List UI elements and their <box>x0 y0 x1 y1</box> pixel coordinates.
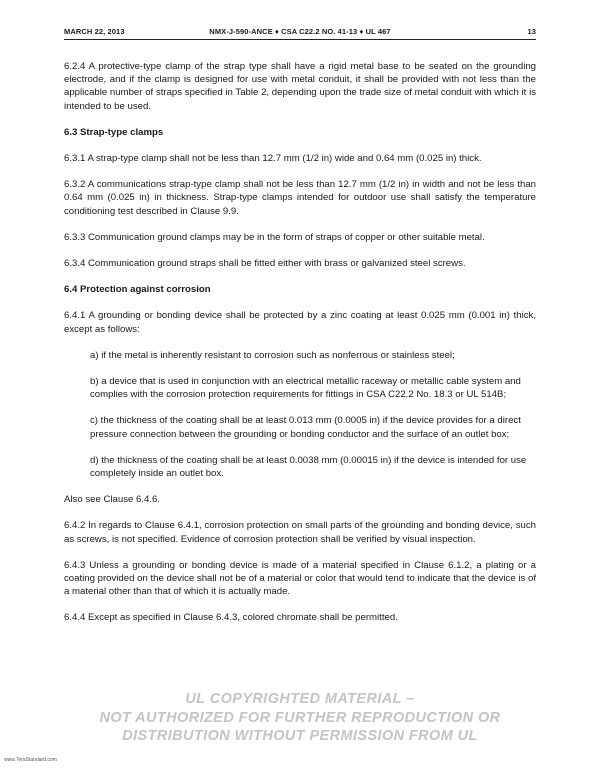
watermark-line-3: DISTRIBUTION WITHOUT PERMISSION FROM UL <box>122 728 478 744</box>
clause-6-4-4: 6.4.4 Except as specified in Clause 6.4.3, colored chromate shall be permitted. <box>64 612 398 624</box>
footer-site: www.TeraStandard.com <box>4 757 57 763</box>
list-item-d: d) the thickness of the coating shall be at least 0.0038 mm (0.00015 in) if the device is intended for use completely inside an outlet box. <box>90 454 527 480</box>
clause-6-2-4: 6.2.4 A protective-type clamp of the strap type shall have a rigid metal base to be seated on the grounding electrode, and if the clamp is designed for use with metal conduit, it shall be provided with not less than the applicable number of straps specified in Table 2, depending upon the trade size of metal conduit with which it is intended to be used. <box>64 61 536 112</box>
copyright-watermark <box>0 690 600 746</box>
clause-6-3-3: 6.3.3 Communication ground clamps may be in the form of straps of copper or other suitable metal. <box>64 231 485 243</box>
watermark-line-2: NOT AUTHORIZED FOR FURTHER REPRODUCTION OR <box>99 709 501 726</box>
header-date: MARCH 22, 2013 <box>64 27 125 36</box>
document-body <box>64 60 536 625</box>
heading-6-3: 6.3 Strap-type clamps <box>64 126 164 138</box>
clause-6-4-3: 6.4.3 Unless a grounding or bonding device is made of a material specified in Clause 6.1.2, a plating or a coating provided on the device shall not be of a material or color that would tend to indicate that the device is of a material other than that of which it is actually made. <box>64 559 536 598</box>
clause-6-3-1: 6.3.1 A strap-type clamp shall not be less than 12.7 mm (1/2 in) wide and 0.64 mm (0.025 in) thick. <box>64 153 482 165</box>
clause-6-3-4: 6.3.4 Communication ground straps shall be fitted either with brass or galvanized steel screws. <box>64 258 466 270</box>
clause-also-see: Also see Clause 6.4.6. <box>64 494 160 506</box>
list-item-c: c) the thickness of the coating shall be at least 0.013 mm (0.0005 in) if the device provides for a direct pressure connection between the grounding or bonding conductor and the surface of an outlet box; <box>90 415 521 440</box>
clause-6-4-2: 6.4.2 In regards to Clause 6.4.1, corrosion protection on small parts of the grounding and bonding device, such as screws, is not specified. Evidence of corrosion protection shall be verified by visual inspection. <box>64 520 536 545</box>
list-item-a: a) if the metal is inherently resistant to corrosion such as nonferrous or stainless steel; <box>90 349 455 361</box>
header-rule <box>64 39 536 40</box>
header-standard-title: NMX-J-590-ANCE ♦ CSA C22.2 NO. 41-13 ♦ UL 467 <box>209 27 391 36</box>
page-number: 13 <box>527 27 536 36</box>
clause-6-4-1: 6.4.1 A grounding or bonding device shall be protected by a zinc coating at least 0.025 mm (0.001 in) thick, except as follows: <box>64 310 536 335</box>
watermark-line-1: UL COPYRIGHTED MATERIAL – <box>185 691 415 707</box>
list-item-b: b) a device that is used in conjunction with an electrical metallic raceway or metallic cable system and complies with the corrosion protection requirements for fittings in CSA C22.2 No. 18.3 or UL 514B; <box>90 376 521 401</box>
heading-6-4: 6.4 Protection against corrosion <box>64 284 211 296</box>
clause-6-3-2: 6.3.2 A communications strap-type clamp shall not be less than 12.7 mm (1/2 in) in width and not be less than 0.64 mm (0.025 in) in thickness. Strap-type clamps intended for outdoor use shall satisfy the temperature conditioning test described in Clause 9.9. <box>64 179 536 217</box>
